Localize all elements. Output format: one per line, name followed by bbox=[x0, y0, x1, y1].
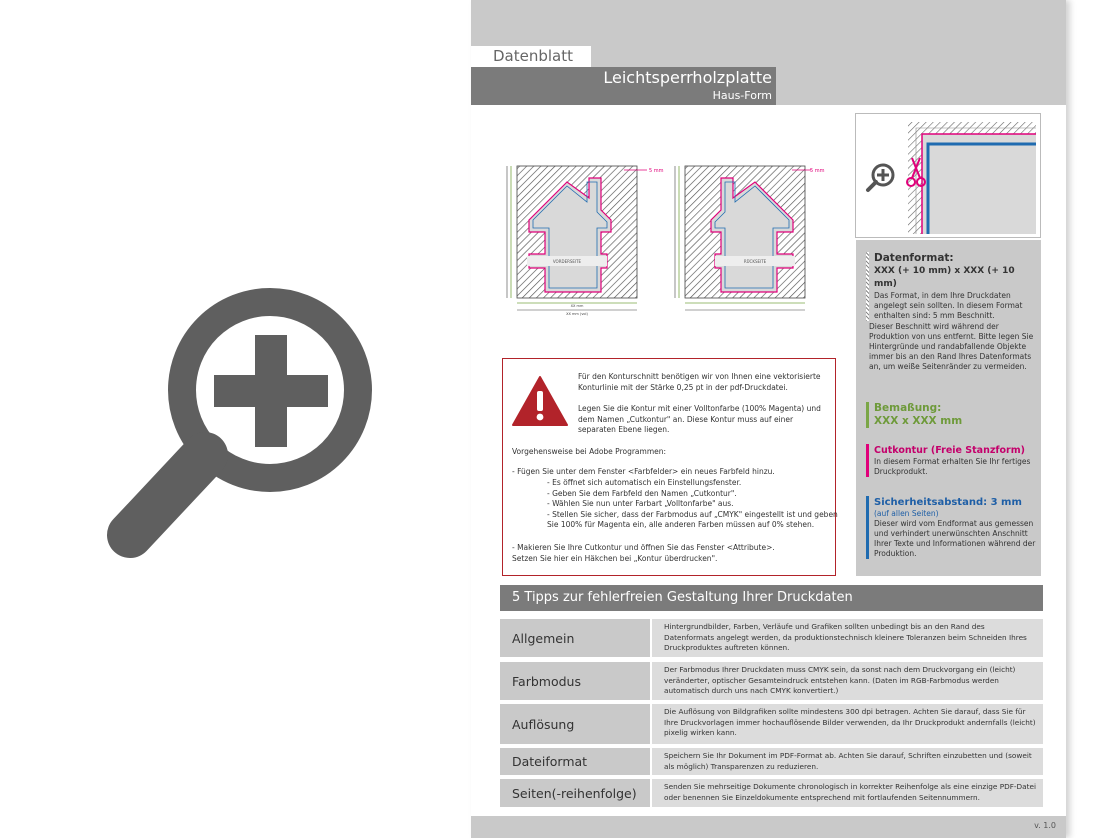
bleed-note bbox=[866, 322, 1036, 372]
format-heading: Datenformat: bbox=[874, 252, 954, 264]
version-label: v. 1.0 bbox=[1034, 821, 1056, 830]
outer-dim-front: XX mm (vol) bbox=[566, 312, 588, 316]
tip-label: Farbmodus bbox=[500, 662, 650, 700]
bleed-dim-front: 5 mm bbox=[649, 168, 664, 174]
warning-p1: Für den Konturschnitt benötigen wir von Ihnen eine vektorisierte Konturlinie mit der Stärke 0,25 pt in der pdf-Druckdatei. bbox=[578, 372, 821, 392]
zoom-in-icon bbox=[868, 165, 893, 190]
step: - Es öffnet sich automatisch ein Einstellungsfenster. bbox=[547, 478, 742, 487]
warning-p3: Vorgehensweise bei Adobe Programmen: bbox=[512, 447, 667, 456]
warning-p5 bbox=[512, 543, 832, 564]
format-text: Das Format, in dem Ihre Druckdaten angelegt sein sollten. In diesem Format enthalten sind: 5 mm Beschnitt. bbox=[874, 291, 1023, 320]
safety-sub: (auf allen Seiten) bbox=[874, 509, 939, 518]
cutcontour-heading: Cutkontur (Freie Stanzform) bbox=[874, 445, 1025, 456]
tip-row bbox=[500, 779, 1043, 807]
warning-p6-line: Setzen Sie hier ein Häkchen bei „Kontur überdrucken". bbox=[512, 553, 718, 563]
bleed-note-text: Dieser Beschnitt wird während der Produktion von uns entfernt. Bitte legen Sie Hintergründe und randabfallende Objekte immer bis an den Rand Ihres Datenformats an, um weiße Seitenränder zu vermeiden. bbox=[869, 322, 1034, 371]
tip-text: Senden Sie mehrseitige Dokumente chronologisch in korrekter Reihenfolge als eine einzige PDF-Datei oder benennen Sie Einzeldokumente entsprechend mit fortlaufenden Seitennummern. bbox=[652, 779, 1043, 807]
safety-block bbox=[866, 496, 1036, 559]
page-title: Leichtsperrholzplatte bbox=[603, 68, 772, 87]
warning-steps bbox=[547, 478, 838, 531]
tip-label: Auflösung bbox=[500, 704, 650, 744]
warning-icon bbox=[511, 375, 569, 427]
dimension-heading: Bemaßung: bbox=[874, 402, 942, 414]
tip-label: Seiten(-reihenfolge) bbox=[500, 779, 650, 807]
safety-text: Dieser wird vom Endformat aus gemessen und verhindert unerwünschten Anschnitt Ihrer Texte und Informationen während der Produktion. bbox=[874, 519, 1036, 558]
step: Sie 100% für Magenta ein, alle anderen Farben müssen auf 0% stehen. bbox=[547, 520, 815, 529]
page-subtitle: Haus-Form bbox=[712, 89, 772, 102]
tip-label: Dateiformat bbox=[500, 748, 650, 775]
dimension-value: XXX x XXX mm bbox=[874, 415, 963, 427]
tip-text: Der Farbmodus Ihrer Druckdaten muss CMYK sein, da sonst nach dem Druckvorgang ein (leicht) veränderter, optischer Gesamteindruck entstehen kann. (Daten im RGB-Farbmodus werden automatisch durch uns nach CMYK konvertiert.) bbox=[652, 662, 1043, 700]
inner-dim-front: XX mm bbox=[570, 304, 584, 308]
step: - Wählen Sie nun unter Farbart „Volltonfarbe" aus. bbox=[547, 499, 734, 508]
back-label: RÜCKSEITE bbox=[743, 259, 767, 264]
back-drawing bbox=[675, 166, 825, 310]
tip-row bbox=[500, 748, 1043, 775]
tips-heading: 5 Tipps zur fehlerfreien Gestaltung Ihrer Druckdaten bbox=[500, 585, 1043, 611]
front-drawing bbox=[507, 166, 664, 316]
title-bar bbox=[471, 67, 776, 105]
house-shape-drawings bbox=[499, 158, 825, 318]
cutcontour-warning bbox=[502, 358, 836, 576]
bleed-dim-back: 5 mm bbox=[810, 168, 825, 174]
zoom-in-icon[interactable] bbox=[95, 285, 375, 575]
format-size: XXX (+ 10 mm) x XXX (+ 10 mm) bbox=[874, 266, 1015, 289]
dimension-block bbox=[866, 402, 1036, 428]
doc-tag: Datenblatt bbox=[471, 46, 591, 67]
zoom-detail bbox=[855, 113, 1041, 238]
footer-band bbox=[471, 816, 1066, 838]
tip-text: Hintergrundbilder, Farben, Verläufe und Grafiken sollten unbedingt bis an den Rand des Datenformats angelegt werden, da produktionstechnisch kleinere Toleranzen beim Schneiden Ihres Druckproduktes auftreten können. bbox=[652, 619, 1043, 657]
tip-label: Allgemein bbox=[500, 619, 650, 657]
cutcontour-text: In diesem Format erhalten Sie Ihr fertiges Druckprodukt. bbox=[874, 457, 1031, 476]
tip-row bbox=[500, 704, 1043, 744]
cutcontour-block bbox=[866, 444, 1036, 477]
tip-text: Speichern Sie Ihr Dokument im PDF-Format ab. Achten Sie darauf, Schriften einzubetten und (soweit als möglich) Transparenzen zu reduzieren. bbox=[652, 748, 1043, 775]
tip-row bbox=[500, 662, 1043, 700]
tip-row bbox=[500, 619, 1043, 657]
warning-p4: - Fügen Sie unter dem Fenster <Farbfelder> ein neues Farbfeld hinzu. bbox=[512, 467, 775, 476]
front-label: VORDERSEITE bbox=[552, 259, 582, 264]
warning-p2: Legen Sie die Kontur mit einer Volltonfarbe (100% Magenta) und dem Namen „Cutkontur" an. Diese Kontur muss auf einer separaten Ebene liegen. bbox=[578, 404, 821, 434]
tip-text: Die Auflösung von Bildgrafiken sollte mindestens 300 dpi betragen. Achten Sie darauf, dass Sie für Ihre Druckvorlagen immer hochauflösende Bilder verwenden, da Ihr Druckprodukt andernfalls (leicht) pixelig wirken kann. bbox=[652, 704, 1043, 744]
info-panel bbox=[856, 240, 1041, 576]
step: - Geben Sie dem Farbfeld den Namen „Cutkontur". bbox=[547, 488, 737, 498]
format-block bbox=[866, 252, 1036, 321]
warning-p5-line: - Makieren Sie Ihre Cutkontur und öffnen Sie das Fenster <Attribute>. bbox=[512, 543, 775, 552]
datasheet-page bbox=[471, 0, 1066, 838]
step: - Stellen Sie sicher, dass der Farbmodus auf „CMYK" eingestellt ist und geben bbox=[547, 509, 838, 519]
safety-heading: Sicherheitsabstand: 3 mm bbox=[874, 497, 1022, 508]
